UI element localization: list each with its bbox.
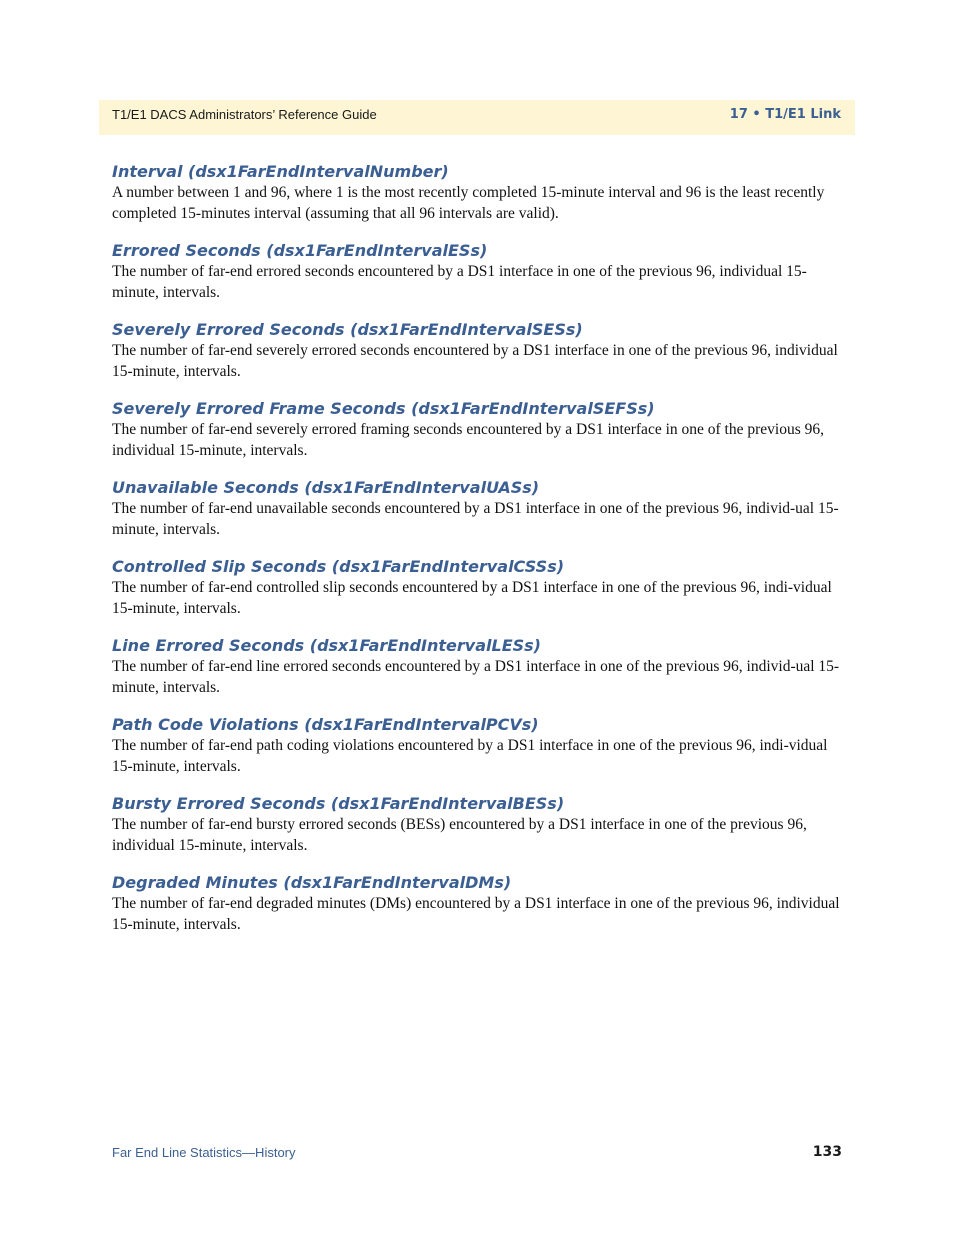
section-errored-seconds [112, 240, 844, 303]
section-heading: Controlled Slip Seconds (dsx1FarEndIntervalCSSs) [112, 557, 565, 576]
chapter-label: 17 • T1/E1 Link [729, 107, 841, 122]
section-path-code-violations [112, 714, 844, 777]
section-paragraph: The number of far-end degraded minutes (DMs) encountered by a DS1 interface in one of the previous 96, individual 15-minute, intervals. [112, 895, 840, 933]
section-heading: Unavailable Seconds (dsx1FarEndIntervalUASs) [112, 478, 540, 497]
section-paragraph: The number of far-end line errored seconds encountered by a DS1 interface in one of the previous 96, individ-ual 15-minute, intervals. [112, 658, 840, 696]
running-header [99, 100, 855, 135]
page-number: 133 [812, 1144, 842, 1160]
section-heading: Severely Errored Frame Seconds (dsx1FarEndIntervalSEFSs) [112, 399, 655, 418]
section-unavailable-seconds [112, 477, 844, 540]
section-paragraph: The number of far-end controlled slip seconds encountered by a DS1 interface in one of the previous 96, indi-vidual 15-minute, intervals. [112, 579, 832, 617]
section-severely-errored-seconds [112, 319, 844, 382]
section-paragraph: A number between 1 and 96, where 1 is the most recently completed 15-minute interval and 96 is the least recently completed 15-minutes interval (assuming that all 96 intervals are valid). [112, 184, 825, 222]
section-interval [112, 161, 844, 224]
section-line-errored-seconds [112, 635, 844, 698]
section-heading: Interval (dsx1FarEndIntervalNumber) [112, 162, 449, 181]
section-paragraph: The number of far-end severely errored seconds encountered by a DS1 interface in one of the previous 96, individual 15-minute, intervals. [112, 342, 838, 380]
section-paragraph: The number of far-end severely errored framing seconds encountered by a DS1 interface in one of the previous 96, individual 15-minute, intervals. [112, 421, 824, 459]
section-paragraph: The number of far-end bursty errored seconds (BESs) encountered by a DS1 interface in one of the previous 96, individual 15-minute, intervals. [112, 816, 807, 854]
section-paragraph: The number of far-end path coding violations encountered by a DS1 interface in one of the previous 96, indi-vidual 15-minute, intervals. [112, 737, 828, 775]
section-paragraph: The number of far-end errored seconds encountered by a DS1 interface in one of the previous 96, individual 15-minute, intervals. [112, 263, 807, 301]
section-heading: Degraded Minutes (dsx1FarEndIntervalDMs) [112, 873, 512, 892]
section-heading: Severely Errored Seconds (dsx1FarEndIntervalSESs) [112, 320, 583, 339]
section-paragraph: The number of far-end unavailable seconds encountered by a DS1 interface in one of the previous 96, individ-ual 15-minute, intervals. [112, 500, 839, 538]
footer-section-name: Far End Line Statistics—History [112, 1145, 296, 1160]
section-degraded-minutes [112, 872, 844, 935]
section-controlled-slip-seconds [112, 556, 844, 619]
section-heading: Errored Seconds (dsx1FarEndIntervalESs) [112, 241, 488, 260]
document-title: T1/E1 DACS Administrators’ Reference Guide [112, 107, 377, 122]
section-bursty-errored-seconds [112, 793, 844, 856]
main-content [112, 161, 844, 951]
section-severely-errored-frame-seconds [112, 398, 844, 461]
section-heading: Line Errored Seconds (dsx1FarEndIntervalLESs) [112, 636, 541, 655]
section-heading: Bursty Errored Seconds (dsx1FarEndIntervalBESs) [112, 794, 565, 813]
section-heading: Path Code Violations (dsx1FarEndIntervalPCVs) [112, 715, 539, 734]
